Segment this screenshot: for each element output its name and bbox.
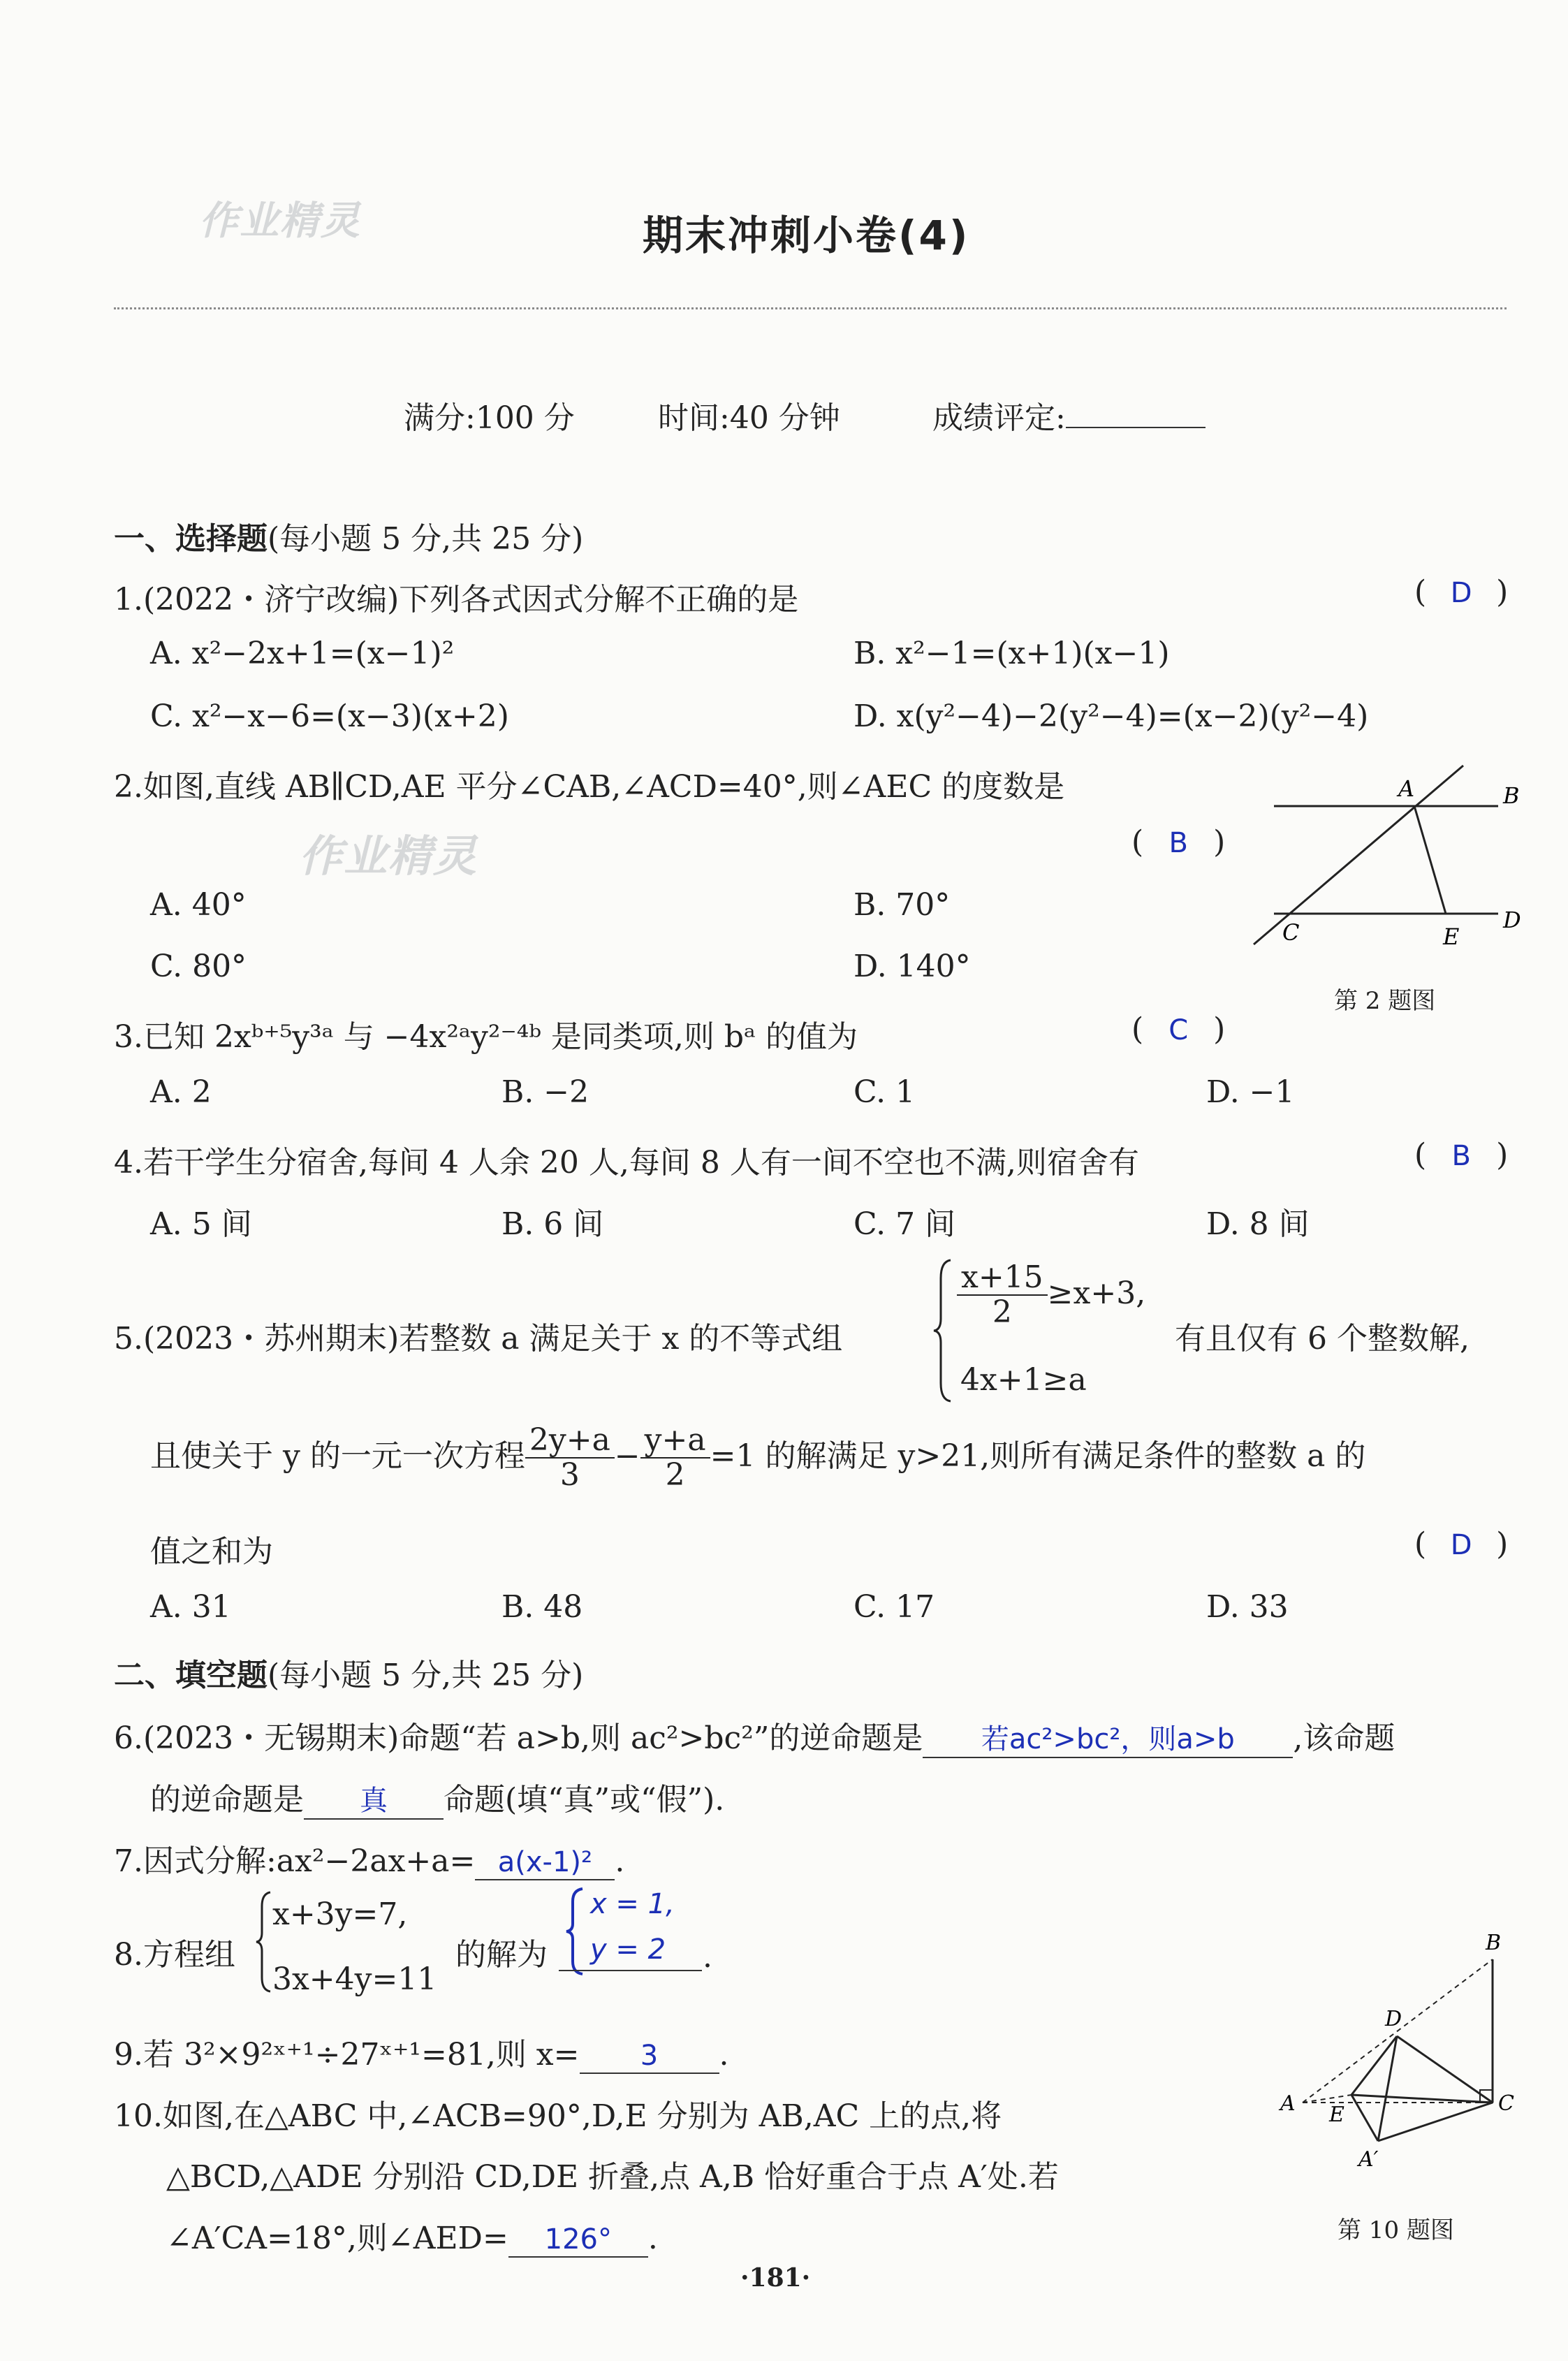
q3-answer: C: [1168, 1014, 1189, 1046]
label-d: D: [1385, 2007, 1402, 2031]
section-2-heading: [114, 1650, 583, 1695]
q6-blank-2[interactable]: [304, 1778, 444, 1820]
label-b: B: [1486, 1931, 1502, 1955]
segment-dc: [1397, 2036, 1493, 2103]
q6-answer-2: 真: [360, 1785, 388, 1817]
section-1-note: (每小题 5 分,共 25 分): [268, 521, 584, 557]
q5-f1-den: 3: [559, 1457, 580, 1493]
q8-brace: [255, 1889, 273, 1994]
q8-mid: 的解为: [455, 1937, 548, 1973]
q1-answer: D: [1450, 577, 1472, 609]
q4-answer: B: [1451, 1140, 1471, 1172]
q2-option-a: A. 40°: [150, 887, 247, 923]
q6-line-1: [114, 1713, 1395, 1758]
section-2-note: (每小题 5 分,共 25 分): [268, 1658, 584, 1693]
q8-blank[interactable]: [559, 1970, 702, 1971]
q1-option-c: C. x²−x−6=(x−3)(x+2): [150, 699, 509, 734]
q9-line: [114, 2029, 729, 2074]
q5-stem-mid: 有且仅有 6 个整数解,: [1175, 1321, 1470, 1357]
q9-blank[interactable]: [580, 2037, 719, 2074]
q5-line-2: [150, 1424, 1365, 1493]
q3-option-d: D. −1: [1206, 1074, 1295, 1110]
q5-line-3: 值之和为: [150, 1534, 273, 1570]
q5-f2-num: y+a: [640, 1424, 710, 1459]
q1-option-b: B. x²−1=(x+1)(x−1): [853, 636, 1170, 671]
line-ac: [1254, 766, 1463, 944]
q1-answer-bracket: ( D ): [1414, 574, 1509, 610]
label-b: B: [1503, 782, 1520, 809]
q10-blank[interactable]: [508, 2221, 648, 2258]
q2-option-b: B. 70°: [853, 887, 951, 923]
q5-line-2a: 且使关于 y 的一元一次方程: [150, 1438, 525, 1474]
q5-line-2b: =1 的解满足 y>21,则所有满足条件的整数 a 的: [710, 1438, 1366, 1474]
q8-answer-brace: [564, 1886, 585, 1977]
q5-system-line-1: [957, 1261, 1145, 1330]
q6-line-2: [150, 1774, 724, 1820]
q4-answer-bracket: ( B ): [1414, 1137, 1509, 1173]
segment-de: [1351, 2036, 1397, 2095]
q6-text-a: 6.(2023・无锡期末)命题“若 a>b,则 ac²>bc²”的逆命题是: [114, 1720, 923, 1756]
label-c: C: [1498, 2091, 1514, 2116]
grade-blank[interactable]: [1066, 393, 1206, 428]
watermark: 作业精灵: [199, 198, 361, 244]
q10-text: ∠A′CA=18°,则∠AED=: [166, 2221, 508, 2256]
q10-figure: [1268, 1924, 1526, 2183]
q2-option-c: C. 80°: [150, 949, 247, 984]
time-limit: 时间:40 分钟: [658, 400, 840, 436]
section-2-title: 二、填空题: [114, 1658, 268, 1693]
q2-answer-bracket: ( B ): [1131, 824, 1226, 860]
q5-option-d: D. 33: [1206, 1589, 1289, 1625]
q4-option-c: C. 7 间: [853, 1206, 956, 1242]
q5-sys-rest: ≥x+3,: [1047, 1275, 1146, 1311]
q5-fraction-1: [525, 1424, 615, 1493]
q5-f1-num: 2y+a: [525, 1424, 615, 1459]
q5-minus: −: [614, 1438, 640, 1474]
q8-label: 8.方程组: [114, 1937, 235, 1973]
q8-answer-1: x = 1,: [590, 1888, 675, 1920]
q5-stem-start: 5.(2023・苏州期末)若整数 a 满足关于 x 的不等式组: [114, 1321, 843, 1357]
q1-stem: 1.(2022・济宁改编)下列各式因式分解不正确的是: [114, 582, 799, 617]
q6-text-c: 的逆命题是: [150, 1782, 304, 1818]
q10-line-1: 10.如图,在△ABC 中,∠ACB=90°,D,E 分别为 AB,AC 上的点,将: [114, 2098, 1002, 2134]
q7-end: .: [615, 1843, 625, 1879]
q9-text: 9.若 3²×9²ˣ⁺¹÷27ˣ⁺¹=81,则 x=: [114, 2037, 580, 2073]
q5-answer: D: [1450, 1529, 1472, 1561]
q5-sys-den: 2: [992, 1294, 1012, 1331]
q6-text-d: 命题(填“真”或“假”).: [444, 1782, 725, 1818]
q8-eq-1: x+3y=7,: [272, 1896, 408, 1932]
q5-option-c: C. 17: [853, 1589, 935, 1625]
q9-answer: 3: [640, 2040, 659, 2072]
q2-answer: B: [1168, 827, 1188, 859]
q4-option-a: A. 5 间: [150, 1206, 252, 1242]
q6-text-b: ,该命题: [1293, 1720, 1395, 1756]
q5-brace: [932, 1257, 953, 1404]
section-1-title: 一、选择题: [114, 521, 268, 557]
grade-text: 成绩评定:: [932, 400, 1066, 436]
q8-answer-2: y = 2: [590, 1934, 666, 1966]
label-e: E: [1443, 923, 1460, 950]
segment-ea-prime: [1351, 2095, 1378, 2141]
label-e: E: [1329, 2103, 1344, 2127]
q2-figure: [1243, 761, 1537, 957]
q9-end: .: [719, 2037, 729, 2073]
page-title: 期末冲刺小卷(4): [643, 212, 970, 259]
segment-ae: [1414, 806, 1446, 914]
section-1-heading: [114, 513, 583, 558]
q5-system-fraction: [957, 1261, 1048, 1330]
q10-line-2: △BCD,△ADE 分别沿 CD,DE 折叠,点 A,B 恰好重合于点 A′处.若: [166, 2159, 1059, 2195]
label-a: A: [1398, 775, 1415, 802]
q7-text: 7.因式分解:ax²−2ax+a=: [114, 1843, 476, 1879]
segment-ae-dashed: [1303, 2095, 1351, 2103]
q8-end: .: [703, 1939, 712, 1975]
q6-blank-1[interactable]: [923, 1717, 1293, 1758]
q8-eq-2: 3x+4y=11: [272, 1961, 437, 1997]
q10-line-3: [166, 2213, 658, 2258]
page-number: ·181·: [740, 2263, 811, 2293]
q10-end: .: [647, 2221, 658, 2256]
q7-line: [114, 1836, 624, 1880]
q5-sys-num: x+15: [957, 1261, 1048, 1296]
q5-fraction-2: [640, 1424, 710, 1493]
q5-option-a: A. 31: [150, 1589, 231, 1625]
full-score: 满分:100 分: [404, 400, 575, 436]
divider: [114, 307, 1507, 309]
q1-option-d: D. x(y²−4)−2(y²−4)=(x−2)(y²−4): [853, 699, 1369, 734]
q5-option-b: B. 48: [501, 1589, 583, 1625]
q1-option-a: A. x²−2x+1=(x−1)²: [150, 636, 455, 671]
q10-answer: 126°: [544, 2223, 612, 2256]
q3-option-b: B. −2: [501, 1074, 589, 1110]
q3-stem: 3.已知 2xᵇ⁺⁵y³ᵃ 与 −4x²ᵃy²⁻⁴ᵇ 是同类项,则 bᵃ 的值为: [114, 1019, 858, 1055]
q6-answer-1: 若ac²>bc²，则a>b: [981, 1723, 1235, 1755]
q3-answer-bracket: ( C ): [1131, 1011, 1226, 1047]
q10-figure-caption: 第 10 题图: [1338, 2216, 1454, 2244]
label-a: A: [1280, 2091, 1296, 2116]
label-a-prime: A′: [1358, 2147, 1379, 2172]
q2-option-d: D. 140°: [853, 949, 971, 984]
q4-option-d: D. 8 间: [1206, 1206, 1310, 1242]
watermark: 作业精灵: [299, 831, 478, 882]
q4-stem: 4.若干学生分宿舍,每间 4 人余 20 人,每间 8 人有一间不空也不满,则宿舍有: [114, 1145, 1139, 1180]
q2-stem: 2.如图,直线 AB∥CD,AE 平分∠CAB,∠ACD=40°,则∠AEC 的度数是: [114, 769, 1065, 805]
q5-f2-den: 2: [665, 1457, 685, 1493]
q5-system-line-2: 4x+1≥a: [960, 1362, 1087, 1398]
label-c: C: [1282, 919, 1300, 946]
segment-ec: [1351, 2095, 1493, 2103]
q3-option-c: C. 1: [853, 1074, 916, 1110]
label-d: D: [1503, 907, 1521, 933]
q7-answer: a(x-1)²: [497, 1846, 593, 1878]
q4-option-b: B. 6 间: [501, 1206, 604, 1242]
q7-blank[interactable]: [475, 1843, 615, 1880]
q5-answer-bracket: ( D ): [1414, 1526, 1509, 1562]
segment-ca-prime: [1378, 2103, 1493, 2141]
q2-figure-caption: 第 2 题图: [1334, 987, 1436, 1015]
segment-da-prime: [1378, 2036, 1397, 2141]
grade-label: [932, 393, 1206, 437]
q3-option-a: A. 2: [150, 1074, 212, 1110]
